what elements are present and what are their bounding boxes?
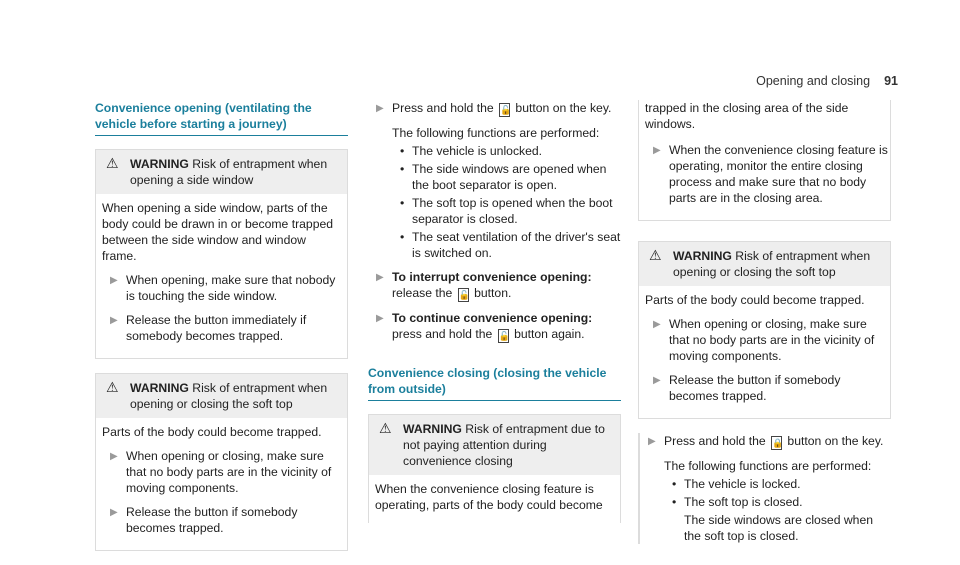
arrow-icon: ▶	[376, 103, 384, 114]
warning-label: WARNING	[130, 381, 189, 395]
lock-key-icon: 🔒	[772, 438, 784, 448]
unlock-key-icon: 🔓	[458, 290, 470, 300]
instruction-step	[645, 142, 890, 206]
bullet-icon: •	[400, 162, 405, 176]
arrow-icon: ▶	[110, 315, 118, 326]
arrow-icon: ▶	[653, 145, 661, 156]
list-item-text: The soft top is closed.	[684, 495, 803, 509]
instruction-step	[368, 100, 621, 117]
warning-text: trapped in the closing area of the side windows.	[645, 101, 849, 131]
instruction-step	[368, 269, 621, 302]
closing-instructions	[638, 433, 891, 544]
warning-triangle-icon: ⚠	[379, 420, 392, 436]
header-title: Opening and closing	[756, 74, 871, 88]
list-item	[392, 229, 621, 261]
column-2	[368, 96, 621, 523]
warning-text: Parts of the body could become trapped.	[102, 425, 322, 439]
warning-header	[96, 150, 347, 194]
step-text: When opening, make sure that nobody is touching the side window.	[126, 273, 336, 303]
warning-body	[639, 286, 890, 418]
column-3	[638, 100, 891, 544]
warning-label: WARNING	[673, 249, 732, 263]
step-text: button on the key.	[787, 434, 884, 448]
instruction-step	[102, 272, 341, 304]
instruction-step	[102, 504, 341, 536]
step-text: When the convenience closing feature is operating, monitor the entire closing process and make sure that no body parts are in the closing area.	[669, 143, 888, 205]
warning-title: Risk of entrapment due to not paying attention during convenience closing	[403, 422, 605, 468]
step-bold-text: To continue convenience opening:	[392, 311, 593, 325]
step-text: Press and hold the	[664, 434, 766, 448]
step-text: button on the key.	[515, 101, 612, 115]
list-item-text: The vehicle is locked.	[684, 477, 801, 491]
following-text: The following functions are performed:	[392, 126, 600, 140]
step-text: Release the button if somebody becomes trapped.	[669, 373, 841, 403]
list-item-continuation: The side windows are closed when the soft top is closed.	[684, 513, 874, 543]
arrow-icon: ▶	[376, 272, 384, 283]
bullet-icon: •	[400, 144, 405, 158]
warning-triangle-icon: ⚠	[106, 155, 119, 171]
arrow-icon: ▶	[110, 275, 118, 286]
warning-title: Risk of entrapment when opening a side window	[130, 157, 328, 187]
instruction-step	[645, 316, 884, 364]
step-text: press and hold the	[392, 327, 493, 341]
list-item	[664, 476, 891, 492]
arrow-icon: ▶	[653, 319, 661, 330]
step-text: When opening or closing, make sure that no body parts are in the vicinity of moving components.	[126, 449, 332, 495]
following-text: The following functions are performed:	[664, 459, 872, 473]
step-text: Release the button immediately if somebody becomes trapped.	[126, 313, 307, 343]
unlock-key-icon: 🔓	[500, 105, 512, 115]
warning-title: Risk of entrapment when opening or closing the soft top	[673, 249, 871, 279]
column-1	[95, 100, 348, 565]
arrow-icon: ▶	[653, 375, 661, 386]
page-number: 91	[884, 74, 898, 88]
bullet-icon: •	[672, 477, 677, 491]
warning-label: WARNING	[130, 157, 189, 171]
section-heading-convenience-opening: Convenience opening (ventilating the vehicle before starting a journey)	[95, 100, 348, 136]
list-item-text: The vehicle is unlocked.	[412, 144, 543, 158]
list-item-text: The soft top is opened when the boot separator is closed.	[412, 196, 613, 226]
step-text: When opening or closing, make sure that no body parts are in the vicinity of moving components.	[669, 317, 875, 363]
list-item	[392, 143, 621, 159]
warning-box-side-window	[95, 149, 348, 359]
instruction-step	[368, 310, 621, 343]
arrow-icon: ▶	[376, 313, 384, 324]
list-item-text: The seat ventilation of the driver's seat is switched on.	[412, 230, 621, 260]
warning-triangle-icon: ⚠	[649, 247, 662, 263]
warning-header	[369, 415, 620, 475]
bullet-icon: •	[400, 196, 405, 210]
page-header	[756, 74, 898, 88]
list-item-text: The side windows are opened when the boot separator is open.	[412, 162, 607, 192]
function-list	[392, 143, 621, 261]
warning-text: Parts of the body could become trapped.	[645, 293, 865, 307]
arrow-icon: ▶	[648, 436, 656, 447]
instruction-step	[645, 372, 884, 404]
step-text: button again.	[514, 327, 585, 341]
warning-header	[96, 374, 347, 418]
instruction-step	[640, 433, 891, 450]
section-heading-convenience-closing: Convenience closing (closing the vehicle from outside)	[368, 365, 621, 401]
warning-label: WARNING	[403, 422, 462, 436]
warning-body	[96, 418, 347, 550]
warning-header	[639, 242, 890, 286]
instruction-step	[102, 448, 341, 496]
warning-triangle-icon: ⚠	[106, 379, 119, 395]
step-bold-text: To interrupt convenience opening:	[392, 270, 592, 284]
step-text: Press and hold the	[392, 101, 494, 115]
bullet-icon: •	[672, 495, 677, 509]
list-item	[392, 161, 621, 193]
instruction-step	[102, 312, 341, 344]
warning-box-convenience-closing	[368, 414, 621, 523]
warning-text: When the convenience closing feature is operating, parts of the body could become	[375, 482, 603, 512]
warning-box-soft-top	[95, 373, 348, 551]
step-text: button.	[474, 286, 512, 300]
warning-title: Risk of entrapment when opening or closing the soft top	[130, 381, 328, 411]
list-item	[664, 494, 891, 510]
list-item	[392, 195, 621, 227]
step-text: release the	[392, 286, 453, 300]
arrow-icon: ▶	[110, 507, 118, 518]
function-list	[664, 476, 891, 544]
warning-body	[96, 194, 347, 358]
warning-body	[369, 475, 620, 523]
arrow-icon: ▶	[110, 451, 118, 462]
unlock-key-icon: 🔓	[498, 331, 510, 341]
warning-box-soft-top	[638, 241, 891, 419]
bullet-icon: •	[400, 230, 405, 244]
warning-continuation	[638, 100, 891, 221]
warning-text: When opening a side window, parts of the body could be drawn in or become trapped between the side window and window frame.	[102, 201, 334, 263]
step-text: Release the button if somebody becomes trapped.	[126, 505, 298, 535]
